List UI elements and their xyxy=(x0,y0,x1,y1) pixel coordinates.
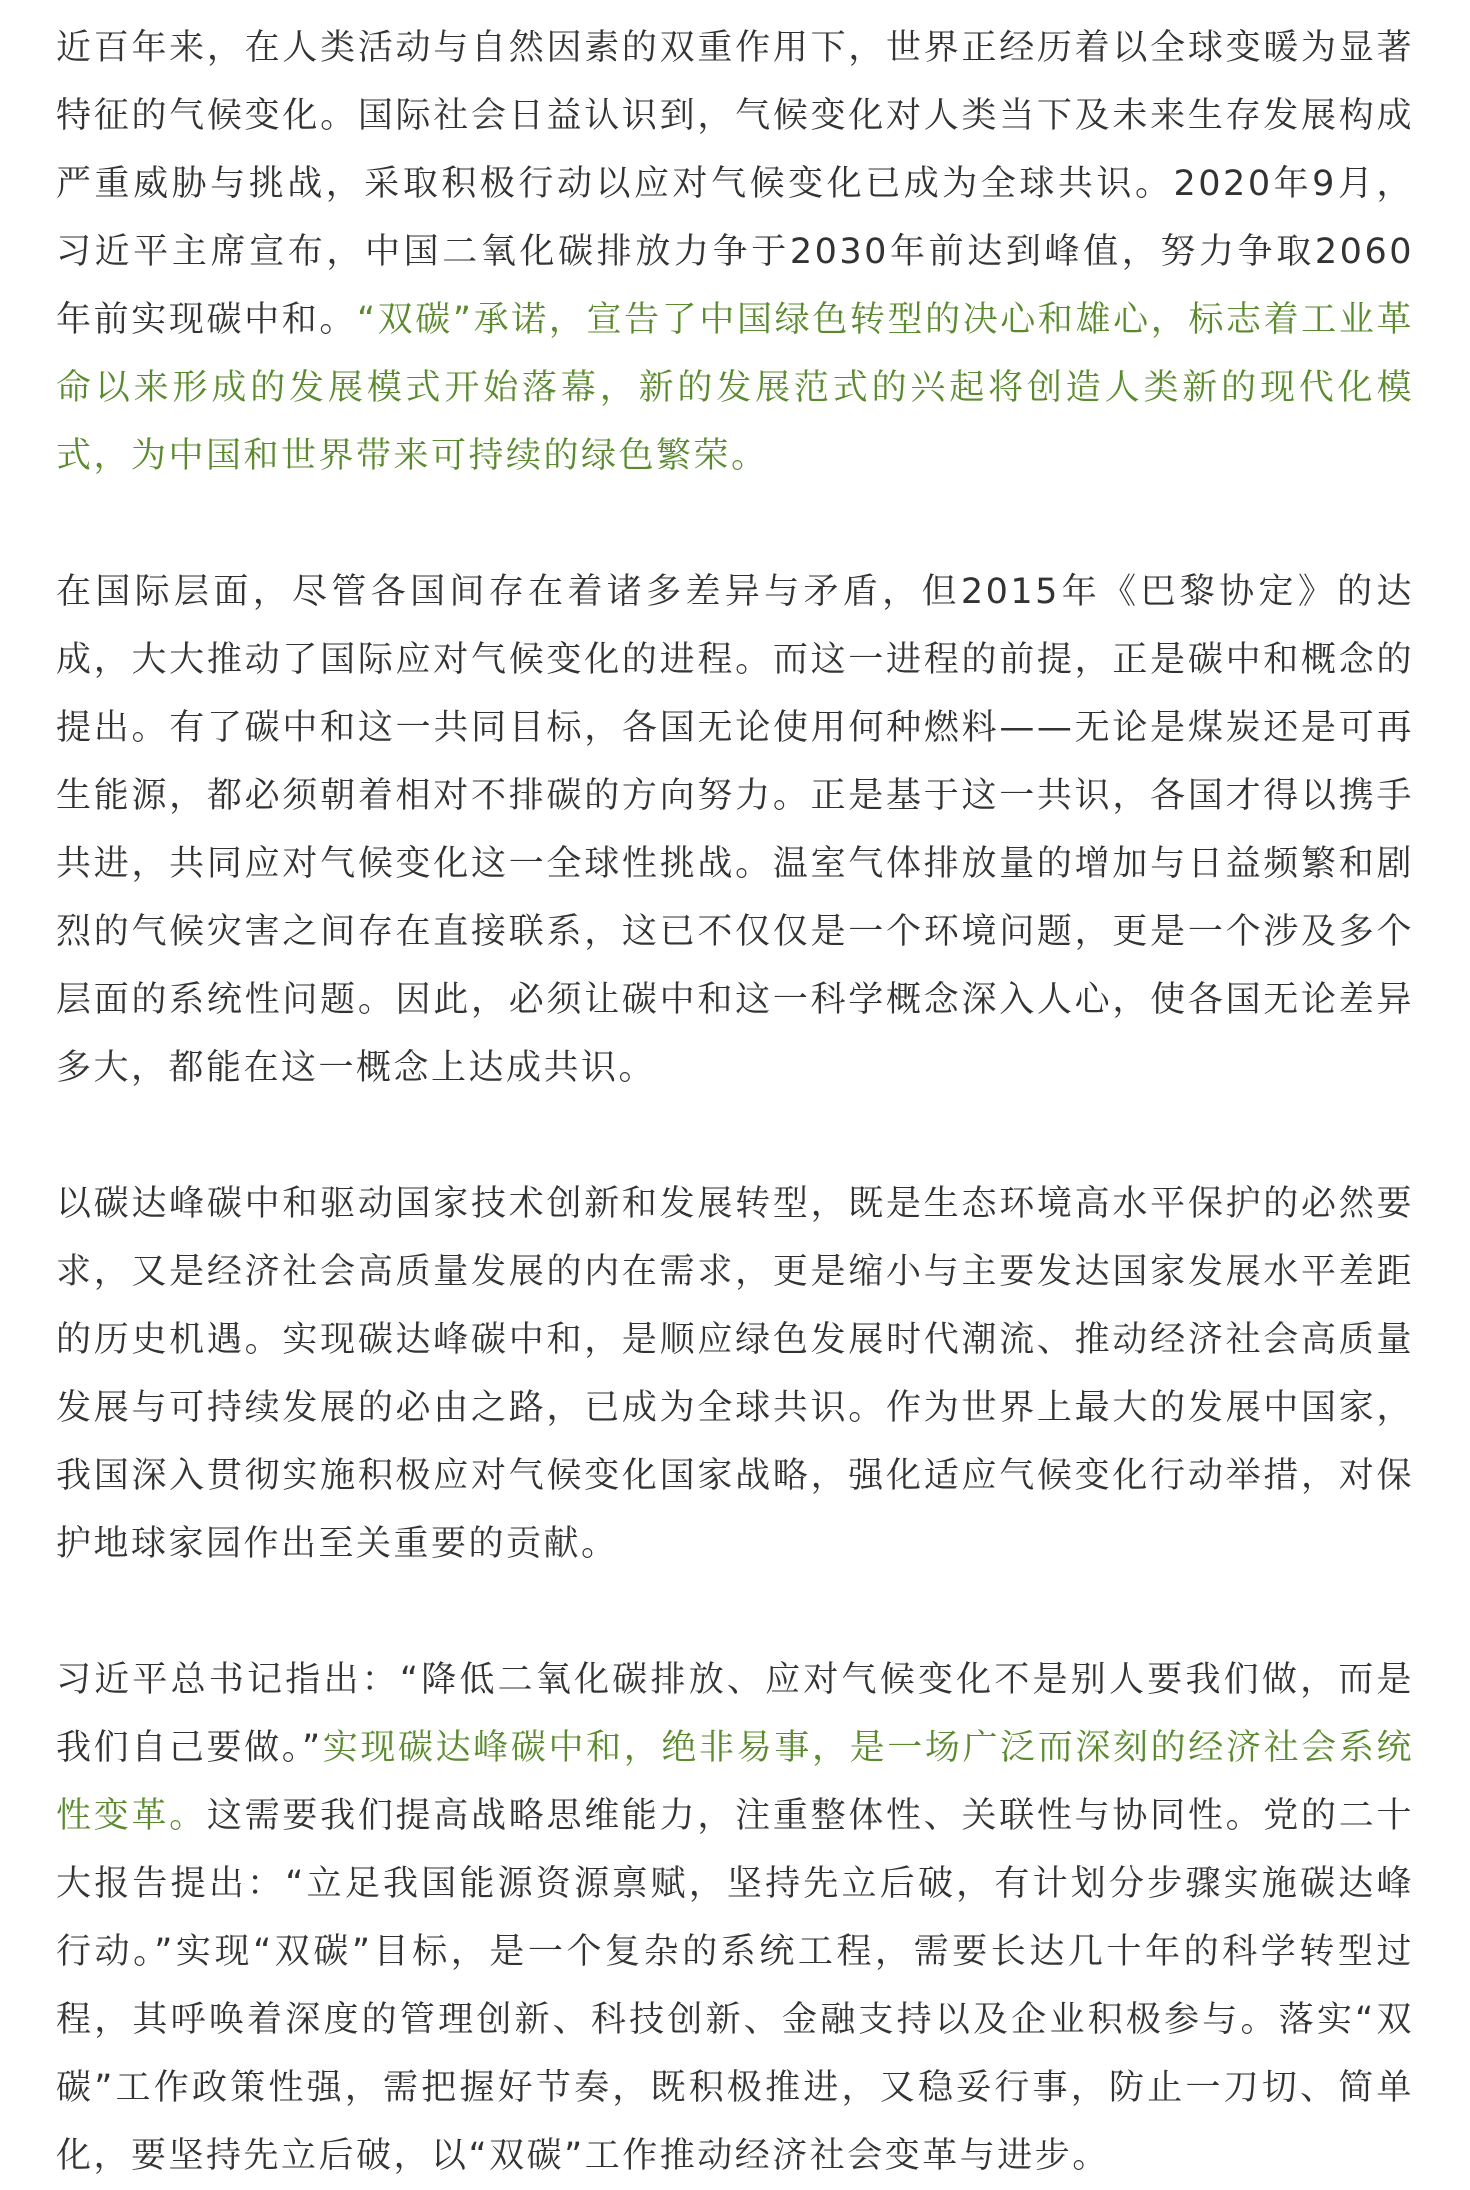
article-body xyxy=(56,14,1414,2190)
paragraph-1-text: 近百年来，在人类活动与自然因素的双重作用下，世界正经历着以全球变暖为显著特征的气候变化。国际社会日益认识到，气候变化对人类当下及未来生存发展构成严重威胁与挑战，采取积极行动以应对气候变化已成为全球共识。2020年9月，习近平主席宣布，中国二氧化碳排放力争于2030年前达到峰值，努力争取2060年前实现碳中和。 xyxy=(56,28,1414,340)
paragraph-2 xyxy=(56,558,1414,1102)
paragraph-1 xyxy=(56,14,1414,490)
paragraph-4 xyxy=(56,1646,1414,2190)
paragraph-3-text: 以碳达峰碳中和驱动国家技术创新和发展转型，既是生态环境高水平保护的必然要求，又是经济社会高质量发展的内在需求，更是缩小与主要发达国家发展水平差距的历史机遇。实现碳达峰碳中和，是顺应绿色发展时代潮流、推动经济社会高质量发展与可持续发展的必由之路，已成为全球共识。作为世界上最大的发展中国家，我国深入贯彻实施积极应对气候变化国家战略，强化适应气候变化行动举措，对保护地球家园作出至关重要的贡献。 xyxy=(56,1184,1414,1564)
paragraph-3 xyxy=(56,1170,1414,1578)
paragraph-4-highlight: 实现碳达峰碳中和，绝非易事，是一场广泛而深刻的经济社会系统性变革。 xyxy=(56,1728,1414,1836)
paragraph-4-text-end: 这需要我们提高战略思维能力，注重整体性、关联性与协同性。党的二十大报告提出：“立足我国能源资源禀赋，坚持先立后破，有计划分步骤实施碳达峰行动。”实现“双碳”目标，是一个复杂的系统工程，需要长达几十年的科学转型过程，其呼唤着深度的管理创新、科技创新、金融支持以及企业积极参与。落实“双碳”工作政策性强，需把握好节奏，既积极推进，又稳妥行事，防止一刀切、简单化，要坚持先立后破，以“双碳”工作推动经济社会变革与进步。 xyxy=(56,1796,1414,2176)
paragraph-2-text: 在国际层面，尽管各国间存在着诸多差异与矛盾，但2015年《巴黎协定》的达成，大大推动了国际应对气候变化的进程。而这一进程的前提，正是碳中和概念的提出。有了碳中和这一共同目标，各国无论使用何种燃料——无论是煤炭还是可再生能源，都必须朝着相对不排碳的方向努力。正是基于这一共识，各国才得以携手共进，共同应对气候变化这一全球性挑战。温室气体排放量的增加与日益频繁和剧烈的气候灾害之间存在直接联系，这已不仅仅是一个环境问题，更是一个涉及多个层面的系统性问题。因此，必须让碳中和这一科学概念深入人心，使各国无论差异多大，都能在这一概念上达成共识。 xyxy=(56,572,1414,1088)
paragraph-1-highlight: “双碳”承诺，宣告了中国绿色转型的决心和雄心，标志着工业革命以来形成的发展模式开始落幕，新的发展范式的兴起将创造人类新的现代化模式，为中国和世界带来可持续的绿色繁荣。 xyxy=(56,300,1414,476)
paragraph-4-text-start: 习近平总书记指出：“降低二氧化碳排放、应对气候变化不是别人要我们做，而是我们自己要做。” xyxy=(56,1660,1414,1768)
